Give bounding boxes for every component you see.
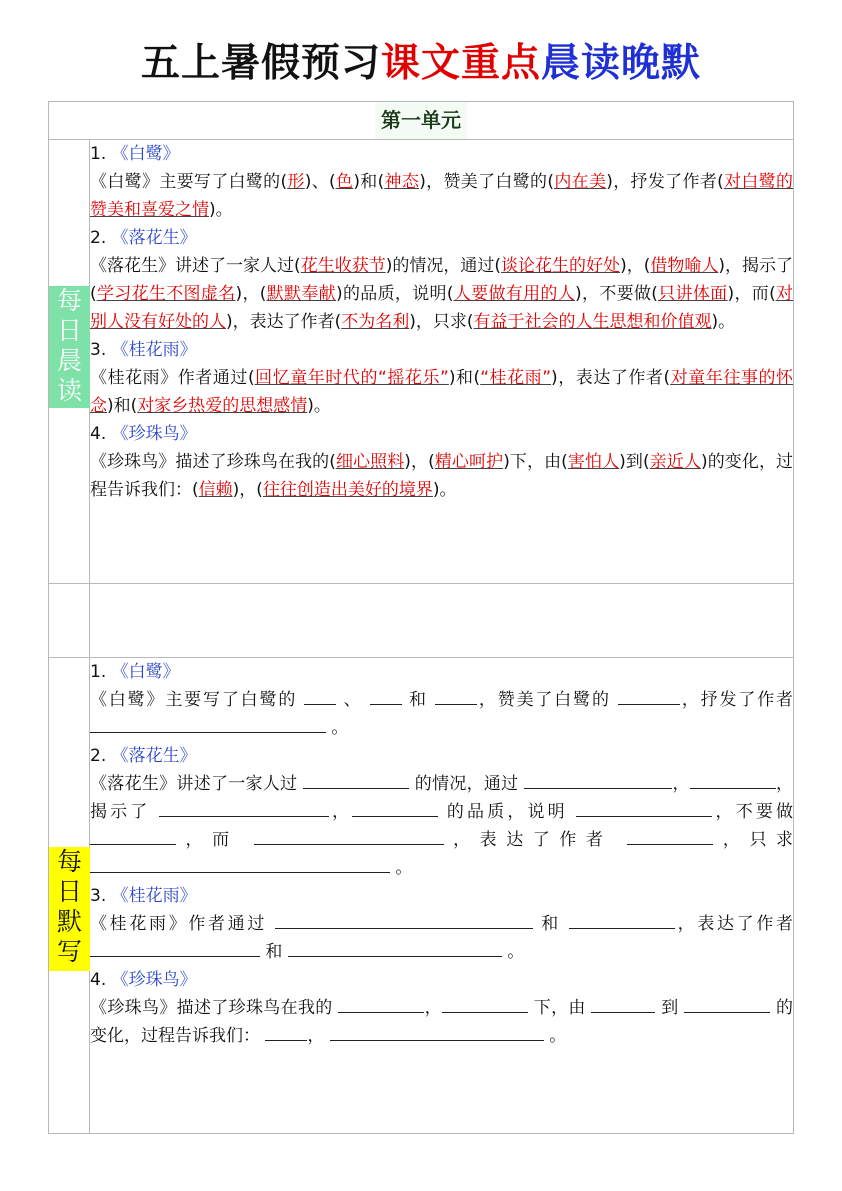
paragraph-text: )下，由(	[503, 452, 568, 472]
fill-in-blank[interactable]	[352, 800, 438, 817]
evening-dictation-content	[90, 658, 794, 1134]
answer-text: 花生收获节	[300, 256, 386, 276]
evening-side-cell	[49, 658, 90, 1134]
answer-text: 形	[287, 172, 305, 192]
fill-in-blank[interactable]	[304, 688, 336, 705]
unit-heading-cell	[49, 102, 794, 140]
paragraph-text: )和(	[107, 396, 138, 416]
answer-text: 细心照料	[335, 452, 405, 472]
paragraph-text: 《落花生》讲述了一家人过	[90, 774, 304, 794]
fill-in-blank[interactable]	[684, 996, 770, 1013]
lesson-paragraph	[90, 686, 793, 742]
lesson-number: 3.	[90, 886, 107, 906]
morning-reading-content	[90, 140, 794, 584]
answer-text: 对白鹭的赞美和喜爱之情	[90, 172, 794, 220]
paragraph-text: )，而(	[727, 284, 776, 304]
spacer-content-cell	[90, 584, 794, 658]
lesson-heading	[90, 224, 793, 252]
fill-in-blank[interactable]	[442, 996, 528, 1013]
paragraph-text: )。	[209, 200, 233, 220]
fill-in-blank[interactable]	[265, 1024, 307, 1041]
paragraph-text: 。	[501, 942, 525, 962]
fill-in-blank[interactable]	[275, 912, 533, 929]
lesson-title: 《珍珠鸟》	[111, 424, 197, 444]
unit-heading: 第一单元	[375, 102, 467, 139]
morning-side-cell	[49, 140, 90, 584]
answer-text: 内在美	[554, 172, 607, 192]
lesson-heading	[90, 882, 793, 910]
answer-text: 谈论花生的好处	[501, 256, 621, 276]
paragraph-text: )，(	[620, 256, 651, 276]
answer-text: 对家乡热爱的思想感情	[137, 396, 308, 416]
title-part-2: 课文重点	[380, 41, 541, 86]
fill-in-blank[interactable]	[159, 800, 329, 817]
answer-text: 只讲体面	[657, 284, 728, 304]
paragraph-text: 《珍珠鸟》描述了珍珠鸟在我的	[90, 998, 339, 1018]
paragraph-text: )和(	[353, 172, 385, 192]
paragraph-text: )。	[432, 480, 457, 500]
spacer-side-cell	[49, 584, 90, 658]
fill-in-blank[interactable]	[627, 828, 713, 845]
answer-text: 借物喻人	[650, 256, 719, 276]
paragraph-text: )，抒发了作者(	[606, 172, 724, 192]
lesson-heading	[90, 658, 793, 686]
lesson-number: 2.	[90, 228, 107, 248]
paragraph-text: )，(	[404, 452, 435, 472]
fill-in-blank[interactable]	[90, 828, 176, 845]
fill-in-blank[interactable]	[90, 940, 260, 957]
page-title	[0, 38, 842, 90]
paragraph-text: 和	[401, 690, 436, 710]
lesson-heading	[90, 140, 793, 168]
lesson-title: 《白鹭》	[111, 144, 180, 164]
lesson-number: 4.	[90, 970, 107, 990]
paragraph-text: ，	[329, 802, 353, 822]
answer-text: 色	[335, 172, 354, 192]
answer-text: 有益于社会的人生思想和价值观	[473, 312, 712, 332]
paragraph-text: )，不要做(	[575, 284, 658, 304]
paragraph-text: 、	[336, 690, 370, 710]
paragraph-text: ，揭示了	[90, 774, 794, 822]
fill-in-blank[interactable]	[303, 772, 409, 789]
answer-text: 学习花生不图虚名	[96, 284, 236, 304]
lesson-heading	[90, 966, 793, 994]
paragraph-text: 下，由	[528, 998, 592, 1018]
paragraph-text: ，表达了作者	[443, 830, 628, 850]
answer-text: 人要做有用的人	[453, 284, 576, 304]
fill-in-blank[interactable]	[370, 688, 402, 705]
paragraph-text: )，揭示了(	[90, 256, 794, 304]
lesson-paragraph	[90, 994, 793, 1050]
lesson-paragraph	[90, 364, 793, 420]
paragraph-text: 。	[326, 718, 349, 738]
paragraph-text: ，抒发了作者	[680, 690, 794, 710]
lesson-title: 《白鹭》	[111, 662, 180, 682]
paragraph-text: 。	[543, 1026, 567, 1046]
paragraph-text: 《桂花雨》作者通过	[90, 914, 276, 934]
answer-text: 不为名利	[341, 312, 410, 332]
title-part-1: 五上暑假预习	[140, 41, 381, 86]
fill-in-blank[interactable]	[435, 688, 477, 705]
fill-in-blank[interactable]	[569, 912, 675, 929]
paragraph-text: )，表达了作者(	[551, 368, 671, 388]
paragraph-text: )。	[711, 312, 736, 332]
lesson-paragraph	[90, 252, 793, 336]
fill-in-blank[interactable]	[330, 1024, 544, 1041]
paragraph-text: ，不要做	[712, 802, 794, 822]
answer-text: 往往创造出美好的境界	[262, 480, 433, 500]
paragraph-text: ，	[672, 774, 690, 794]
lesson-paragraph	[90, 168, 793, 224]
paragraph-text: 和	[260, 942, 288, 962]
title-part-3: 晨读晚默	[541, 41, 702, 86]
paragraph-text: ，而	[176, 830, 254, 850]
paragraph-text: )。	[307, 396, 331, 416]
paragraph-text: )和(	[448, 368, 481, 388]
fill-in-blank[interactable]	[90, 716, 326, 733]
paragraph-text: 和	[533, 914, 569, 934]
paragraph-text: 《珍珠鸟》描述了珍珠鸟在我的(	[90, 452, 336, 472]
paragraph-text: 到	[655, 998, 685, 1018]
paragraph-text: )的情况，通过(	[385, 256, 502, 276]
lesson-number: 1.	[90, 662, 107, 682]
paragraph-text: )、(	[304, 172, 336, 192]
fill-in-blank[interactable]	[254, 828, 444, 845]
paragraph-text: 《白鹭》主要写了白鹭的(	[90, 172, 288, 192]
fill-in-blank[interactable]	[591, 996, 655, 1013]
paragraph-text: 的品质，说明	[438, 802, 577, 822]
paragraph-text: )，(	[232, 480, 263, 500]
fill-in-blank[interactable]	[90, 856, 390, 873]
lesson-title: 《桂花雨》	[111, 340, 197, 360]
lesson-title: 《珍珠鸟》	[111, 970, 197, 990]
fill-in-blank[interactable]	[288, 940, 502, 957]
lesson-title: 《桂花雨》	[111, 886, 197, 906]
paragraph-text: ，只求	[713, 830, 794, 850]
paragraph-text: )，(	[235, 284, 267, 304]
answer-text: “桂花雨”	[480, 368, 552, 388]
paragraph-text: ，	[307, 1026, 330, 1046]
answer-text: 对别人没有好处的人	[90, 284, 794, 332]
lesson-number: 4.	[90, 424, 107, 444]
paragraph-text: )，赞美了白鹭的(	[419, 172, 554, 192]
lesson-number: 2.	[90, 746, 107, 766]
paragraph-text: 《白鹭》主要写了白鹭的	[90, 690, 305, 710]
paragraph-text: 。	[390, 858, 413, 878]
lesson-title: 《落花生》	[111, 228, 197, 248]
lesson-heading	[90, 336, 793, 364]
fill-in-blank[interactable]	[524, 772, 672, 789]
fill-in-blank[interactable]	[576, 800, 712, 817]
answer-text: 精心呵护	[434, 452, 504, 472]
paragraph-text: ，	[424, 998, 443, 1018]
lesson-heading	[90, 742, 793, 770]
paragraph-text: ，表达了作者	[674, 914, 794, 934]
paragraph-text: )到(	[619, 452, 650, 472]
fill-in-blank[interactable]	[338, 996, 424, 1013]
paragraph-text: 《落花生》讲述了一家人过(	[90, 256, 301, 276]
lesson-number: 1.	[90, 144, 107, 164]
lesson-paragraph	[90, 448, 793, 504]
morning-side-label: 每 日 晨 读	[49, 286, 90, 408]
answer-text: 神态	[384, 172, 420, 192]
answer-text: 对童年往事的怀念	[90, 368, 794, 416]
study-table	[48, 101, 794, 1134]
answer-text: 默默奉献	[266, 284, 336, 304]
lesson-title: 《落花生》	[111, 746, 197, 766]
lesson-number: 3.	[90, 340, 107, 360]
answer-text: 回忆童年时代的“摇花乐”	[254, 368, 449, 388]
fill-in-blank[interactable]	[690, 772, 776, 789]
lesson-paragraph	[90, 770, 793, 882]
paragraph-text: )，只求(	[409, 312, 474, 332]
lesson-heading	[90, 420, 793, 448]
paragraph-text: )的品质，说明(	[336, 284, 454, 304]
answer-text: 信赖	[198, 480, 233, 500]
answer-text: 亲近人	[649, 452, 701, 472]
paragraph-text: )的变化，过程告诉我们：(	[90, 452, 794, 500]
fill-in-blank[interactable]	[618, 688, 680, 705]
answer-text: 害怕人	[567, 452, 620, 472]
paragraph-text: 《桂花雨》作者通过(	[90, 368, 255, 388]
paragraph-text: 的情况，通过	[409, 774, 525, 794]
paragraph-text: 的变化，过程告诉我们：	[90, 998, 794, 1046]
paragraph-text: ，赞美了白鹭的	[477, 690, 619, 710]
evening-side-label: 每 日 默 写	[49, 847, 90, 971]
lesson-paragraph	[90, 910, 793, 966]
paragraph-text: )，表达了作者(	[226, 312, 342, 332]
